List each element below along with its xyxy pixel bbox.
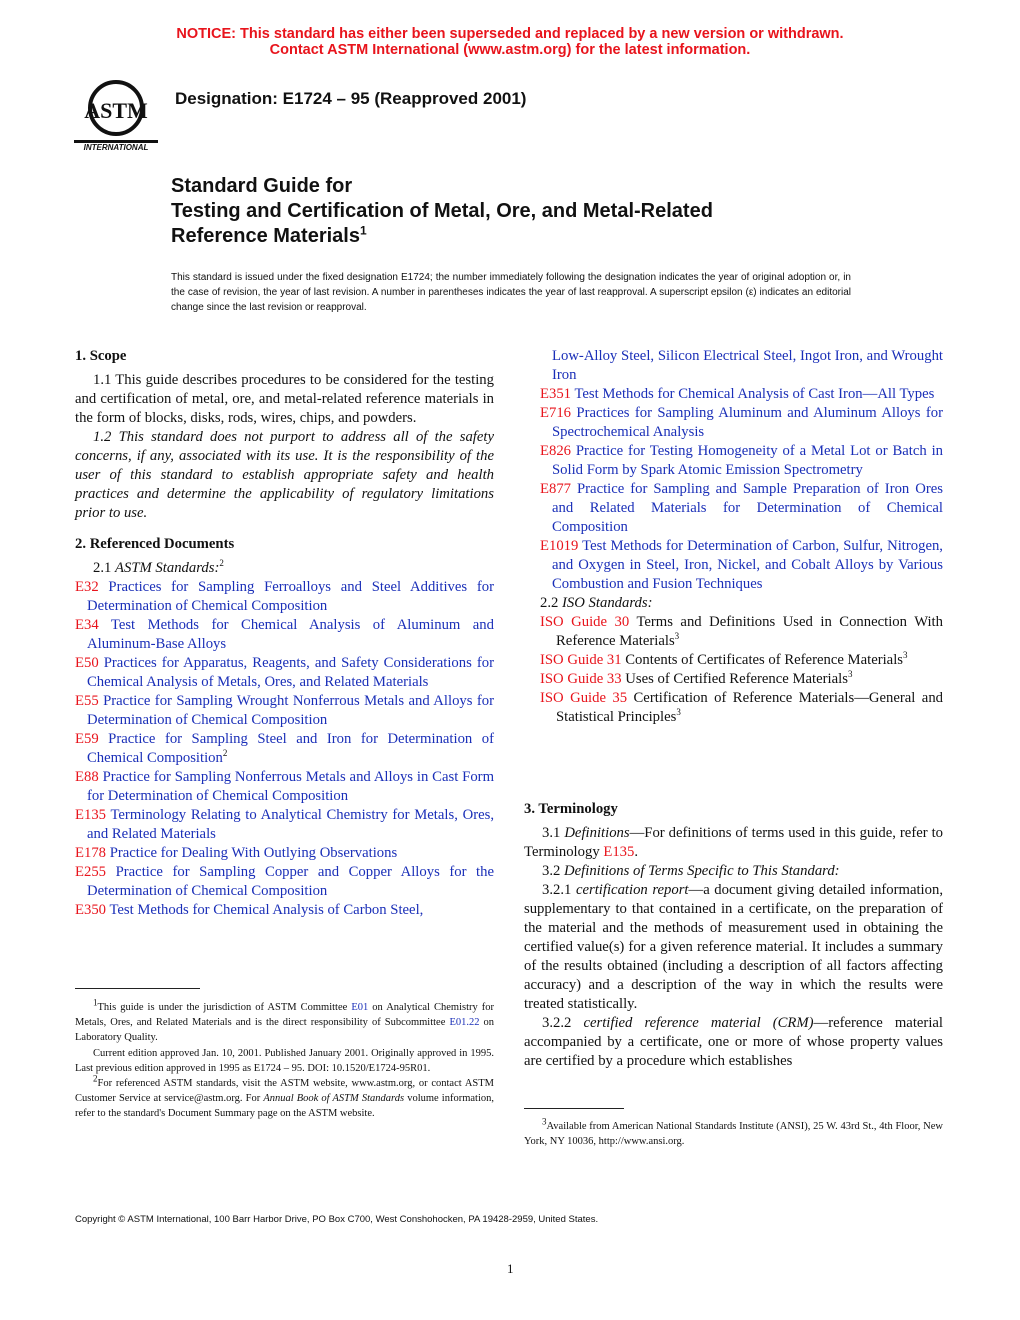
reference-item[interactable] — [75, 616, 494, 654]
reference-code[interactable]: E88 — [75, 769, 99, 785]
reference-item[interactable] — [540, 537, 943, 594]
footnote-rule-right — [524, 1108, 624, 1109]
reference-title[interactable]: Test Methods for Chemical Analysis of Cast Iron—All Types — [574, 386, 935, 402]
reference-title[interactable]: Practice for Sampling Wrought Nonferrous Metals and Alloys for Determination of Chemical Composition — [87, 693, 495, 728]
right-column — [540, 347, 943, 727]
reference-item[interactable] — [540, 651, 943, 670]
scope-1-1: 1.1 This guide describes procedures to be considered for the testing and certification of metal, ore, and metal-related reference materials in the form of blocks, disks, rods, wires, chips, and powders. — [75, 372, 494, 426]
term-3-1: 3.1 Definitions—For definitions of terms used in this guide, refer to Terminology E135. — [524, 825, 944, 860]
reference-code[interactable]: E716 — [540, 405, 572, 421]
reference-item[interactable] — [540, 613, 943, 651]
reference-item[interactable] — [75, 901, 494, 920]
footnote-link-e0122[interactable]: E01.22 — [449, 1017, 480, 1029]
reference-footnote-mark: 3 — [903, 650, 908, 661]
reference-item[interactable] — [540, 670, 943, 689]
astm-logo — [70, 74, 162, 152]
reference-code[interactable]: E135 — [75, 807, 107, 823]
reference-code[interactable]: E32 — [75, 579, 99, 595]
reference-code[interactable]: E59 — [75, 731, 99, 747]
reference-item[interactable] — [540, 689, 943, 727]
title-line-2: Testing and Certification of Metal, Ore, and Metal-Related — [171, 200, 713, 222]
footnote-1-edition: Current edition approved Jan. 10, 2001. Published January 2001. Originally approved in 1995. Last previous edition approved in 1995 as E1724 – 95. DOI: 10.1520/E1724-95R01. — [75, 1047, 494, 1074]
iso-ref-list — [540, 613, 943, 727]
title-line-3: Reference Materials — [171, 225, 360, 247]
title-line-1: Standard Guide for — [171, 175, 353, 197]
issued-note: This standard is issued under the fixed designation E1724; the number immediately following the designation indicates the year of original adoption or, in the case of revision, the year of last revision. A number in parentheses indicates the year of last reapproval. A superscript epsilon (ε) indicates an editorial change since the last revision or reapproval. — [171, 272, 851, 313]
scope-1-2: 1.2 This standard does not purport to address all of the safety concerns, if any, associated with its use. It is the responsibility of the user of this standard to establish appropriate safety and health practices and determine the applicability of regulatory limitations prior to use. — [75, 429, 494, 521]
reference-title[interactable]: Practice for Sampling Steel and Iron for Determination of Chemical Composition — [87, 731, 494, 766]
reference-footnote-mark: 3 — [847, 669, 853, 680]
footnote-2: $^2$For referenced ASTM standards, visit the ASTM website, www.astm.org, or contact ASTM Customer Service at service@astm.org. For Annual Book of ASTM Standards volume information, refer to the standard's Document Summary page on the ASTM website. — [75, 1073, 494, 1120]
iso-standards-label: 2.2 ISO Standards: — [540, 595, 653, 611]
terminology-link-e135[interactable]: E135 — [603, 844, 635, 860]
reference-code[interactable]: E50 — [75, 655, 99, 671]
reference-code[interactable]: E178 — [75, 845, 107, 861]
reference-title[interactable]: Terminology Relating to Analytical Chemistry for Metals, Ores, and Related Materials — [87, 807, 494, 842]
reference-item[interactable] — [75, 578, 494, 616]
astm-ref-list-left — [75, 578, 494, 920]
reference-item[interactable] — [75, 768, 494, 806]
reference-item[interactable] — [540, 385, 943, 404]
copyright: Copyright © ASTM International, 100 Barr Harbor Drive, PO Box C700, West Conshohocken, PA 19428-2959, United States. — [75, 1214, 599, 1225]
reference-title[interactable]: Test Methods for Chemical Analysis of Aluminum and Aluminum-Base Alloys — [87, 617, 494, 652]
term-3-2-2: 3.2.2 certified reference material (CRM)—reference material accompanied by a certificate, one or more of whose property values are certified by a procedure which establishes — [524, 1015, 943, 1069]
document-title — [171, 174, 713, 249]
left-column — [75, 347, 494, 920]
reference-title: Certification of Reference Materials—General and Statistical Principles — [556, 690, 944, 725]
reference-footnote-mark: 3 — [674, 631, 680, 642]
page-number: 1 — [507, 1261, 514, 1276]
reference-code[interactable]: E55 — [75, 693, 99, 709]
reference-item[interactable] — [75, 654, 494, 692]
reference-code[interactable]: E877 — [540, 481, 572, 497]
reference-code[interactable]: E351 — [540, 386, 572, 402]
astm-ref-list-right — [540, 385, 943, 594]
footnote-rule-left — [75, 988, 200, 989]
reference-item[interactable] — [540, 480, 943, 537]
reference-footnote-mark: 3 — [676, 707, 681, 718]
terminology-heading: 3. Terminology — [524, 801, 618, 817]
reference-code[interactable]: E350 — [75, 902, 107, 918]
e350-continuation[interactable]: Low-Alloy Steel, Silicon Electrical Steel, Ingot Iron, and Wrought Iron — [552, 348, 943, 383]
reference-title[interactable]: Test Methods for Determination of Carbon, Sulfur, Nitrogen, and Oxygen in Steel, Iron, Nickel, and Cobalt Alloys by Various Combustion and Fusion Techniques — [552, 538, 943, 592]
reference-title[interactable]: Practice for Sampling Nonferrous Metals and Alloys in Cast Form for Determination of Chemical Composition — [87, 769, 495, 804]
logo-subtext: INTERNATIONAL — [83, 143, 149, 152]
notice-line-1: NOTICE: This standard has either been superseded and replaced by a new version or withdrawn. — [176, 26, 844, 42]
reference-title: Terms and Definitions Used in Connection With Reference Materials — [556, 614, 943, 649]
reference-title: Uses of Certified Reference Materials — [625, 671, 848, 687]
reference-code[interactable]: ISO Guide 33 — [540, 671, 622, 687]
reference-title[interactable]: Practices for Apparatus, Reagents, and Safety Considerations for Chemical Analysis of Metals, Ores, and Related Materials — [87, 655, 494, 690]
reference-title[interactable]: Practice for Dealing With Outlying Observations — [109, 845, 398, 861]
reference-title[interactable]: Practices for Sampling Ferroalloys and Steel Additives for Determination of Chemical Composition — [87, 579, 494, 614]
reference-title[interactable]: Practices for Sampling Aluminum and Aluminum Alloys for Spectrochemical Analysis — [552, 405, 944, 440]
reference-code[interactable]: ISO Guide 35 — [540, 690, 628, 706]
logo-text: ASTM — [84, 98, 148, 123]
reference-code[interactable]: E1019 — [540, 538, 579, 554]
reference-code[interactable]: E826 — [540, 443, 572, 459]
reference-item[interactable] — [540, 442, 943, 480]
reference-item[interactable] — [75, 844, 494, 863]
reference-title[interactable]: Practice for Sampling and Sample Preparation of Iron Ores and Related Materials for Determination of Chemical Composition — [552, 481, 943, 535]
footnote-3: $^3$Available from American National Standards Institute (ANSI), 25 W. 43rd St., 4th Floor, New York, NY 10036, http://www.ansi.org. — [524, 1116, 943, 1148]
footnotes-left — [75, 997, 495, 1122]
astm-standards-label: 2.1 ASTM Standards:$^2$ — [93, 558, 224, 576]
reference-code[interactable]: ISO Guide 31 — [540, 652, 622, 668]
footnote-1: $^1$This guide is under the jurisdiction of ASTM Committee E01 on Analytical Chemistry for Metals, Ores, and Related Materials and is the direct responsibility of Subcommittee E01.22 on Laboratory Quality. — [75, 997, 495, 1044]
referenced-heading: 2. Referenced Documents — [75, 536, 235, 552]
reference-code[interactable]: ISO Guide 30 — [540, 614, 630, 630]
reference-title[interactable]: Practice for Sampling Copper and Copper Alloys for the Determination of Chemical Composition — [87, 864, 495, 899]
reference-item[interactable] — [75, 863, 494, 901]
reference-code[interactable]: E255 — [75, 864, 107, 880]
designation: Designation: E1724 – 95 (Reapproved 2001) — [175, 89, 527, 108]
reference-item[interactable] — [540, 404, 943, 442]
reference-title[interactable]: Practice for Testing Homogeneity of a Metal Lot or Batch in Solid Form by Spark Atomic Emission Spectrometry — [552, 443, 944, 478]
reference-title[interactable]: Test Methods for Chemical Analysis of Carbon Steel, — [109, 902, 424, 918]
notice-line-2: Contact ASTM International (www.astm.org) for the latest information. — [269, 42, 751, 58]
reference-code[interactable]: E34 — [75, 617, 99, 633]
reference-footnote-mark: 2 — [222, 748, 228, 759]
term-3-2-1: 3.2.1 certification report—a document giving detailed information, supplementary to that contained in a certificate, on the preparation of the material and the methods of measurement used in obtaining the certified value(s) for a given reference material. It includes a summary of the results obtained (including a description of all factors affecting accuracy) and a description of the way in which the results were treated statistically. — [524, 882, 944, 1012]
reference-item[interactable] — [75, 692, 494, 730]
reference-item[interactable] — [75, 730, 494, 768]
reference-title: Contents of Certificates of Reference Materials — [625, 652, 903, 668]
withdrawn-notice — [0, 26, 1020, 58]
title-footnote-mark: 1 — [359, 223, 367, 238]
term-3-2: 3.2 Definitions of Terms Specific to This Standard: — [542, 863, 840, 879]
reference-item[interactable] — [75, 806, 494, 844]
footnote-link-e01[interactable]: E01 — [351, 1002, 369, 1013]
scope-heading: 1. Scope — [75, 348, 127, 364]
terminology-section — [524, 800, 943, 1071]
